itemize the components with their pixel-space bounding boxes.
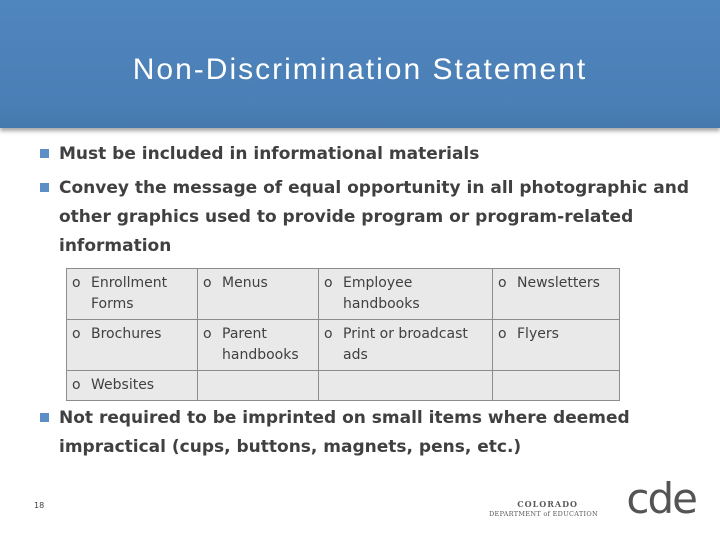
table-cell-empty bbox=[493, 371, 620, 401]
bullet-text: Convey the message of equal opportunity in all photographic and other graphics used to provide program or program-related information bbox=[59, 178, 690, 256]
square-bullet-icon bbox=[40, 183, 49, 192]
circle-bullet-icon: o bbox=[324, 275, 333, 291]
cell-text: Flyers bbox=[517, 326, 559, 342]
cell-text: Enrollment Forms bbox=[91, 275, 168, 312]
circle-bullet-icon: o bbox=[498, 326, 507, 342]
table-cell bbox=[67, 371, 198, 401]
cell-text: Employee handbooks bbox=[343, 275, 420, 312]
circle-bullet-icon: o bbox=[203, 275, 212, 291]
logo-dept-text: DEPARTMENT of EDUCATION bbox=[489, 510, 598, 518]
circle-bullet-icon: o bbox=[72, 326, 81, 342]
table-cell bbox=[319, 269, 493, 320]
cell-text: Menus bbox=[222, 275, 268, 291]
circle-bullet-icon: o bbox=[72, 275, 81, 291]
table-cell-empty bbox=[319, 371, 493, 401]
table-cell bbox=[67, 269, 198, 320]
table-cell bbox=[198, 320, 319, 371]
square-bullet-icon bbox=[40, 149, 49, 158]
table-cell-empty bbox=[198, 371, 319, 401]
cde-logo bbox=[486, 474, 696, 528]
logo-mark: cde bbox=[626, 474, 696, 523]
cell-text: Parent handbooks bbox=[222, 326, 299, 363]
table-cell bbox=[67, 320, 198, 371]
materials-table bbox=[66, 268, 620, 401]
square-bullet-icon bbox=[40, 413, 49, 422]
cell-text: Brochures bbox=[91, 326, 162, 342]
cell-text: Websites bbox=[91, 377, 155, 393]
table-cell bbox=[198, 269, 319, 320]
table-row bbox=[67, 320, 620, 371]
table-cell bbox=[493, 269, 620, 320]
table-row bbox=[67, 371, 620, 401]
cell-text: Print or broadcast ads bbox=[343, 326, 468, 363]
circle-bullet-icon: o bbox=[72, 377, 81, 393]
bullet-item bbox=[40, 404, 690, 462]
table-row bbox=[67, 269, 620, 320]
table-cell bbox=[319, 320, 493, 371]
circle-bullet-icon: o bbox=[203, 326, 212, 342]
circle-bullet-icon: o bbox=[498, 275, 507, 291]
logo-state-text: COLORADO bbox=[517, 499, 578, 509]
title-banner bbox=[0, 0, 720, 128]
bullet-item bbox=[40, 140, 690, 169]
page-number: 18 bbox=[34, 501, 45, 510]
bullet-text: Must be included in informational materials bbox=[59, 144, 480, 164]
bullet-text: Not required to be imprinted on small items where deemed impractical (cups, buttons, magnets, pens, etc.) bbox=[59, 408, 630, 457]
cell-text: Newsletters bbox=[517, 275, 600, 291]
bullet-item bbox=[40, 174, 690, 261]
slide-title: Non-Discrimination Statement bbox=[132, 53, 588, 86]
table-cell bbox=[493, 320, 620, 371]
circle-bullet-icon: o bbox=[324, 326, 333, 342]
